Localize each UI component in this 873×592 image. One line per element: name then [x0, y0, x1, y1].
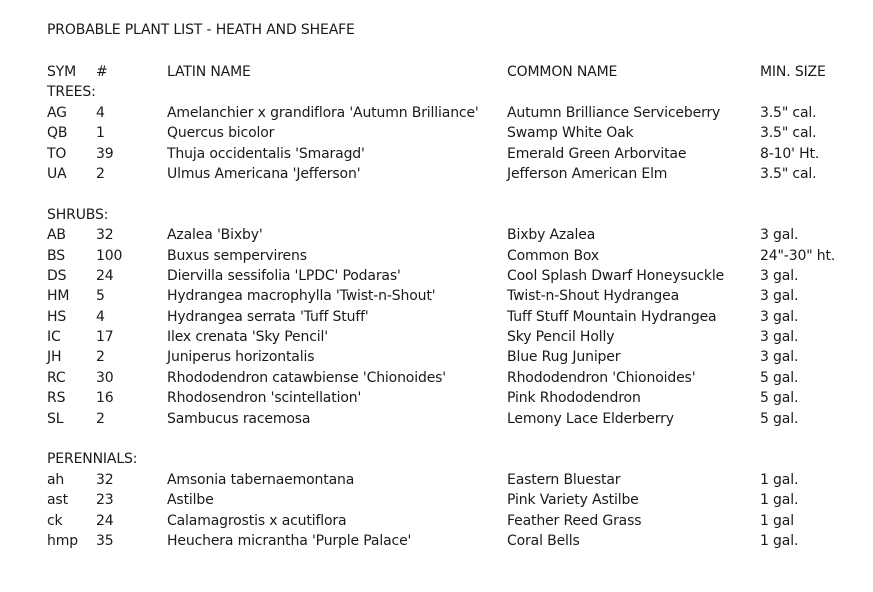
table-row [47, 266, 867, 286]
min-size: 3 gal. [760, 288, 799, 305]
latin-name: Astilbe [167, 492, 214, 509]
header-latin: LATIN NAME [167, 64, 251, 80]
plant-quantity: 32 [96, 227, 114, 244]
min-size: 5 gal. [760, 390, 799, 407]
plant-symbol: RS [47, 390, 66, 407]
common-name: Coral Bells [507, 532, 580, 549]
table-row [47, 144, 867, 164]
plant-quantity: 5 [96, 288, 105, 305]
table-row [47, 511, 867, 531]
header-num: # [96, 64, 108, 80]
latin-name: Quercus bicolor [167, 125, 275, 142]
trees-list [47, 103, 867, 185]
table-row [47, 307, 867, 327]
common-name: Lemony Lace Elderberry [507, 410, 674, 427]
min-size: 3 gal. [760, 308, 799, 325]
table-row [47, 123, 867, 143]
plant-symbol: AB [47, 227, 66, 244]
header-row [47, 62, 867, 82]
latin-name: Juniperus horizontalis [167, 349, 315, 366]
table-row [47, 531, 867, 551]
table-row [47, 164, 867, 184]
plant-symbol: UA [47, 165, 67, 182]
shrubs-list [47, 225, 867, 429]
min-size: 3 gal. [760, 349, 799, 366]
latin-name: Hydrangea serrata 'Tuff Stuff' [167, 308, 369, 325]
min-size: 1 gal. [760, 532, 799, 549]
plant-table [47, 62, 867, 551]
plant-quantity: 24 [96, 512, 114, 529]
min-size: 1 gal [760, 512, 794, 529]
header-sym: SYM [47, 64, 77, 80]
common-name: Feather Reed Grass [507, 512, 642, 529]
plant-quantity: 2 [96, 410, 105, 427]
table-row [47, 470, 867, 490]
section-shrubs-label: SHRUBS: [47, 206, 109, 223]
common-name: Emerald Green Arborvitae [507, 145, 687, 162]
common-name: Autumn Brilliance Serviceberry [507, 104, 721, 121]
plant-quantity: 24 [96, 267, 114, 284]
min-size: 3 gal. [760, 227, 799, 244]
common-name: Twist-n-Shout Hydrangea [507, 288, 680, 305]
min-size: 1 gal. [760, 492, 799, 509]
common-name: Blue Rug Juniper [507, 349, 621, 366]
plant-quantity: 4 [96, 104, 105, 121]
plant-quantity: 32 [96, 471, 114, 488]
table-row [47, 368, 867, 388]
plant-symbol: TO [47, 145, 67, 162]
plant-quantity: 1 [96, 125, 105, 142]
plant-symbol: hmp [47, 532, 78, 549]
common-name: Cool Splash Dwarf Honeysuckle [507, 267, 725, 284]
plant-symbol: ck [47, 512, 63, 529]
latin-name: Buxus sempervirens [167, 247, 307, 264]
common-name: Bixby Azalea [507, 227, 596, 244]
table-row [47, 409, 867, 429]
table-row [47, 103, 867, 123]
min-size: 3.5" cal. [760, 165, 817, 182]
table-row [47, 225, 867, 245]
min-size: 24"-30" ht. [760, 247, 836, 264]
plant-quantity: 16 [96, 390, 114, 407]
min-size: 3.5" cal. [760, 125, 817, 142]
common-name: Tuff Stuff Mountain Hydrangea [507, 308, 717, 325]
common-name: Pink Variety Astilbe [507, 492, 639, 509]
latin-name: Ulmus Americana 'Jefferson' [167, 165, 361, 182]
common-name: Pink Rhododendron [507, 390, 641, 407]
plant-symbol: QB [47, 125, 68, 142]
min-size: 1 gal. [760, 471, 799, 488]
table-row [47, 490, 867, 510]
table-row [47, 327, 867, 347]
perennials-list [47, 470, 867, 552]
plant-quantity: 35 [96, 532, 114, 549]
table-row [47, 347, 867, 367]
latin-name: Amelanchier x grandiflora 'Autumn Brilliance' [167, 104, 479, 121]
latin-name: Heuchera micrantha 'Purple Palace' [167, 532, 412, 549]
latin-name: Calamagrostis x acutiflora [167, 512, 347, 529]
header-common: COMMON NAME [507, 64, 618, 80]
min-size: 3 gal. [760, 329, 799, 346]
latin-name: Azalea 'Bixby' [167, 227, 263, 244]
section-spacer [47, 429, 867, 449]
header-size: MIN. SIZE [760, 64, 826, 80]
plant-symbol: SL [47, 410, 64, 427]
min-size: 8-10' Ht. [760, 145, 820, 162]
latin-name: Rhododendron catawbiense 'Chionoides' [167, 369, 447, 386]
latin-name: Hydrangea macrophylla 'Twist-n-Shout' [167, 288, 436, 305]
common-name: Swamp White Oak [507, 125, 634, 142]
plant-symbol: BS [47, 247, 65, 264]
plant-symbol: ah [47, 471, 65, 488]
latin-name: Amsonia tabernaemontana [167, 471, 355, 488]
plant-quantity: 30 [96, 369, 114, 386]
plant-symbol: DS [47, 267, 67, 284]
plant-symbol: JH [47, 349, 62, 366]
plant-symbol: AG [47, 104, 67, 121]
common-name: Common Box [507, 247, 600, 264]
min-size: 5 gal. [760, 369, 799, 386]
plant-symbol: HM [47, 288, 70, 305]
common-name: Jefferson American Elm [507, 165, 668, 182]
plant-symbol: ast [47, 492, 68, 509]
common-name: Eastern Bluestar [507, 471, 621, 488]
plant-quantity: 100 [96, 247, 123, 264]
plant-symbol: RC [47, 369, 66, 386]
table-row [47, 388, 867, 408]
min-size: 3.5" cal. [760, 104, 817, 121]
page-title: PROBABLE PLANT LIST - HEATH AND SHEAFE [47, 22, 355, 38]
latin-name: Ilex crenata 'Sky Pencil' [167, 329, 328, 346]
latin-name: Thuja occidentalis 'Smaragd' [167, 145, 365, 162]
plant-symbol: HS [47, 308, 67, 325]
plant-symbol: IC [47, 329, 61, 346]
plant-quantity: 39 [96, 145, 114, 162]
common-name: Rhododendron 'Chionoides' [507, 369, 696, 386]
min-size: 5 gal. [760, 410, 799, 427]
plant-quantity: 17 [96, 329, 114, 346]
plant-quantity: 2 [96, 165, 105, 182]
plant-quantity: 23 [96, 492, 114, 509]
min-size: 3 gal. [760, 267, 799, 284]
table-row [47, 286, 867, 306]
latin-name: Rhodosendron 'scintellation' [167, 390, 362, 407]
latin-name: Diervilla sessifolia 'LPDC' Podaras' [167, 267, 401, 284]
plant-quantity: 2 [96, 349, 105, 366]
plant-quantity: 4 [96, 308, 105, 325]
section-trees-label: TREES: [47, 84, 96, 101]
common-name: Sky Pencil Holly [507, 329, 615, 346]
section-perennials-label: PERENNIALS: [47, 451, 138, 468]
latin-name: Sambucus racemosa [167, 410, 311, 427]
table-row [47, 246, 867, 266]
section-spacer [47, 184, 867, 204]
